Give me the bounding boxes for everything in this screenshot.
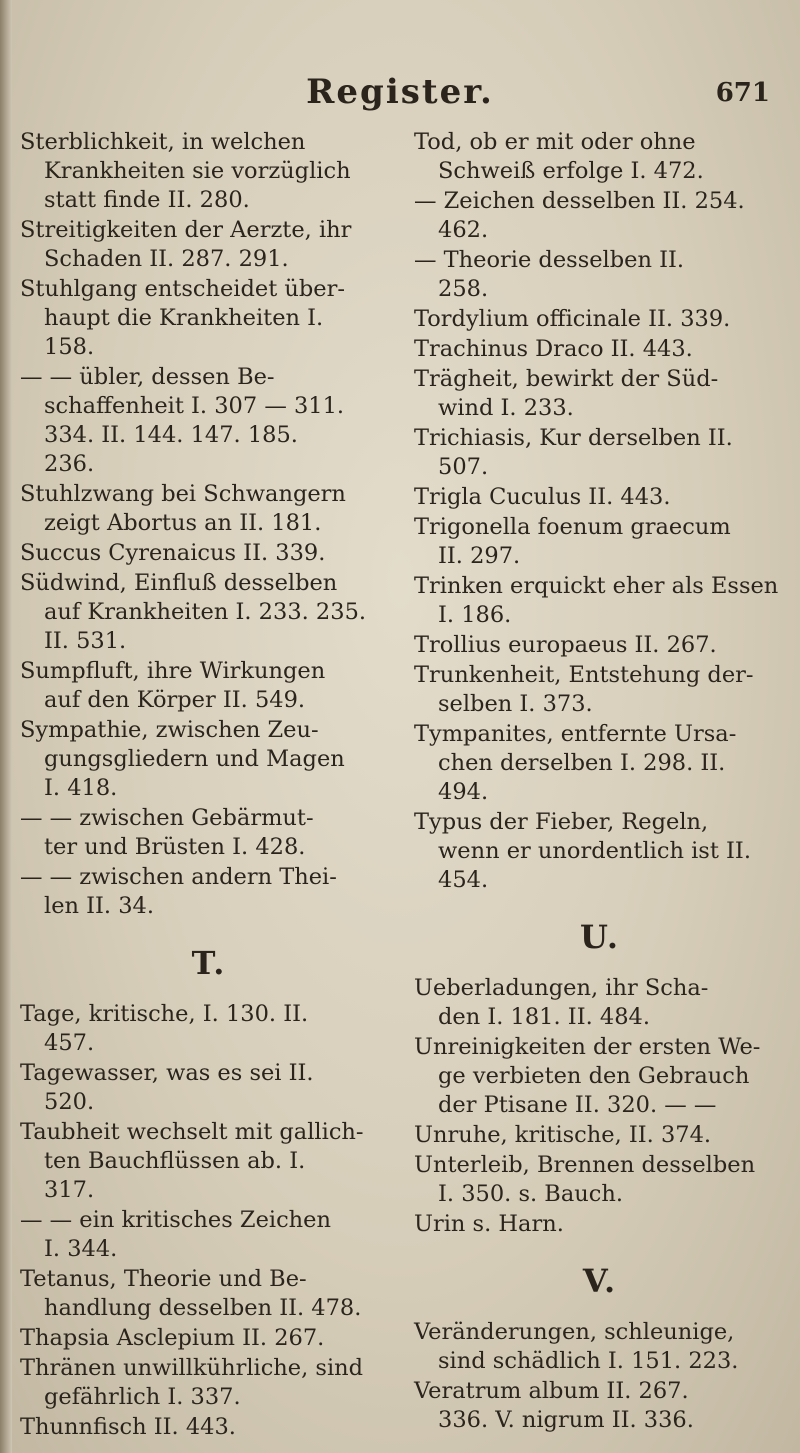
entry-continuation-line: I. 350. s. Bauch.: [438, 1181, 623, 1207]
register-entry: [414, 1121, 786, 1150]
entry-continuation-line: sind schädlich I. 151. 223.: [438, 1348, 739, 1374]
entry-continuation-line: chen derselben I. 298. II.: [438, 750, 726, 776]
entry-continuation-line: I. 418.: [44, 775, 118, 801]
letter-heading-u: U.: [579, 918, 621, 956]
entry-continuation-line: wind I. 233.: [438, 395, 574, 421]
register-entry: [20, 863, 398, 921]
register-entry: [20, 1413, 398, 1442]
section-v-entries: [414, 1318, 786, 1435]
letter-heading-v: V.: [582, 1262, 618, 1300]
entry-continuation-line: 494.: [438, 779, 489, 805]
entry-headword-line: — Zeichen desselben II. 254.: [414, 188, 745, 214]
entry-continuation-line: Schweiß erfolge I. 472.: [438, 158, 704, 184]
register-entry: [414, 661, 786, 719]
entry-continuation-line: den I. 181. II. 484.: [438, 1004, 650, 1030]
entry-continuation-line: 462.: [438, 217, 489, 243]
entry-headword-line: Typus der Fieber, Regeln,: [414, 809, 709, 835]
entry-headword-line: — — ein kritisches Zeichen: [20, 1207, 331, 1233]
entry-headword-line: Unreinigkeiten der ersten We-: [414, 1034, 761, 1060]
entry-headword-line: Trichiasis, Kur derselben II.: [414, 425, 733, 451]
register-entry: [414, 1210, 786, 1239]
entry-continuation-line: 520.: [44, 1089, 95, 1115]
entry-continuation-line: auf den Körper II. 549.: [44, 687, 306, 713]
register-entry: [20, 1354, 398, 1412]
entry-continuation-line: ter und Brüsten I. 428.: [44, 834, 306, 860]
entry-continuation-line: 334. II. 144. 147. 185.: [44, 422, 298, 448]
page-header: [0, 66, 800, 126]
register-entry: [20, 363, 398, 479]
entry-continuation-line: I. 344.: [44, 1236, 118, 1262]
entry-headword-line: Urin s. Harn.: [414, 1211, 564, 1237]
entry-headword-line: Tympanites, entfernte Ursa-: [414, 721, 737, 747]
entry-continuation-line: len II. 34.: [44, 893, 155, 919]
entry-headword-line: Ueberladungen, ihr Scha-: [414, 975, 709, 1001]
entry-continuation-line: wenn er unordentlich ist II.: [438, 838, 751, 864]
register-entry: [414, 1377, 786, 1435]
entry-headword-line: Unruhe, kritische, II. 374.: [414, 1122, 712, 1148]
entry-continuation-line: ten Bauchflüssen ab. I.: [44, 1148, 306, 1174]
entry-continuation-line: gefährlich I. 337.: [44, 1384, 241, 1410]
entry-headword-line: Tordylium officinale II. 339.: [414, 306, 731, 332]
register-entry: [414, 305, 786, 334]
entry-continuation-line: 336. V. nigrum II. 336.: [438, 1407, 694, 1433]
entry-continuation-line: Schaden II. 287. 291.: [44, 246, 289, 272]
entry-headword-line: Succus Cyrenaicus II. 339.: [20, 540, 326, 566]
entry-headword-line: Streitigkeiten der Aerzte, ihr: [20, 217, 352, 243]
entry-headword-line: Trinken erquickt eher als Essen: [414, 573, 779, 599]
right-column: [414, 128, 786, 1436]
entry-continuation-line: ge verbieten den Gebrauch: [438, 1063, 750, 1089]
entry-continuation-line: II. 531.: [44, 628, 127, 654]
section-t-entries: [20, 1000, 398, 1442]
entry-continuation-line: II. 297.: [438, 543, 521, 569]
register-entry: [20, 1118, 398, 1205]
entry-continuation-line: 258.: [438, 276, 489, 302]
entry-headword-line: Thränen unwillkührliche, sind: [20, 1355, 364, 1381]
entry-continuation-line: Krankheiten sie vorzüglich: [44, 158, 351, 184]
entry-headword-line: Südwind, Einfluß desselben: [20, 570, 338, 596]
register-entry: [20, 539, 398, 568]
entry-headword-line: Trigla Cuculus II. 443.: [414, 484, 671, 510]
register-entry: [414, 513, 786, 571]
entry-headword-line: Trollius europaeus II. 267.: [414, 632, 717, 658]
register-entry: [20, 216, 398, 274]
register-entry: [414, 246, 786, 304]
register-entry: [20, 1206, 398, 1264]
entry-headword-line: Trunkenheit, Entstehung der-: [414, 662, 754, 688]
entry-headword-line: Sympathie, zwischen Zeu-: [20, 717, 319, 743]
register-entry: [20, 569, 398, 656]
entry-headword-line: — Theorie desselben II.: [414, 247, 685, 273]
entry-headword-line: Veränderungen, schleunige,: [414, 1319, 735, 1345]
entry-headword-line: Veratrum album II. 267.: [414, 1378, 689, 1404]
entry-headword-line: — — zwischen andern Thei-: [20, 864, 337, 890]
entry-headword-line: Trigonella foenum graecum: [414, 514, 731, 540]
register-entry: [20, 1000, 398, 1058]
entry-headword-line: Sumpfluft, ihre Wirkungen: [20, 658, 326, 684]
register-entry: [20, 716, 398, 803]
left-column: [20, 128, 398, 1443]
entry-continuation-line: zeigt Abortus an II. 181.: [44, 510, 322, 536]
section-s-entries: [20, 128, 398, 921]
page-title: Register.: [306, 72, 494, 112]
register-entry: [20, 480, 398, 538]
entry-headword-line: Tetanus, Theorie und Be-: [20, 1266, 307, 1292]
register-entry: [414, 974, 786, 1032]
register-entry: [414, 1033, 786, 1120]
entry-continuation-line: statt finde II. 280.: [44, 187, 250, 213]
register-entry: [20, 1265, 398, 1323]
entry-continuation-line: 317.: [44, 1177, 95, 1203]
entry-headword-line: Thapsia Asclepium II. 267.: [20, 1325, 325, 1351]
entry-continuation-line: der Ptisane II. 320. — —: [438, 1092, 717, 1118]
register-entry: [414, 187, 786, 245]
entry-continuation-line: handlung desselben II. 478.: [44, 1295, 362, 1321]
register-entry: [414, 1151, 786, 1209]
register-entry: [414, 572, 786, 630]
register-entry: [20, 128, 398, 215]
entry-headword-line: Trägheit, bewirkt der Süd-: [414, 366, 719, 392]
register-entry: [20, 1059, 398, 1117]
entry-continuation-line: gungsgliedern und Magen: [44, 746, 345, 772]
entry-continuation-line: 507.: [438, 454, 489, 480]
section-u-entries: [414, 974, 786, 1239]
entry-headword-line: Tage, kritische, I. 130. II.: [20, 1001, 309, 1027]
entry-headword-line: Tod, ob er mit oder ohne: [414, 129, 696, 155]
entry-headword-line: Tagewasser, was es sei II.: [20, 1060, 314, 1086]
entry-continuation-line: I. 186.: [438, 602, 512, 628]
entry-headword-line: Trachinus Draco II. 443.: [414, 336, 693, 362]
section-t-continued-entries: [414, 128, 786, 895]
entry-continuation-line: 454.: [438, 867, 489, 893]
entry-continuation-line: schaffenheit I. 307 — 311.: [44, 393, 345, 419]
register-entry: [414, 365, 786, 423]
entry-continuation-line: auf Krankheiten I. 233. 235.: [44, 599, 367, 625]
entry-continuation-line: 236.: [44, 451, 95, 477]
register-entry: [414, 720, 786, 807]
entry-continuation-line: 457.: [44, 1030, 95, 1056]
entry-headword-line: Stuhlzwang bei Schwangern: [20, 481, 346, 507]
entry-headword-line: Thunnfisch II. 443.: [20, 1414, 236, 1440]
entry-headword-line: Taubheit wechselt mit gallich-: [20, 1119, 364, 1145]
entry-continuation-line: selben I. 373.: [438, 691, 593, 717]
register-entry: [414, 128, 786, 186]
entry-headword-line: Sterblichkeit, in welchen: [20, 129, 306, 155]
register-entry: [414, 1318, 786, 1376]
register-entry: [414, 808, 786, 895]
book-binding-shadow: [0, 0, 12, 1453]
letter-heading-t: T.: [191, 944, 227, 982]
register-entry: [414, 335, 786, 364]
page-number: 671: [715, 78, 770, 108]
entry-continuation-line: haupt die Krankheiten I.: [44, 305, 324, 331]
entry-headword-line: Unterleib, Brennen desselben: [414, 1152, 756, 1178]
entry-continuation-line: 158.: [44, 334, 95, 360]
register-entry: [414, 424, 786, 482]
register-entry: [414, 631, 786, 660]
register-entry: [20, 657, 398, 715]
entry-headword-line: — — übler, dessen Be-: [20, 364, 275, 390]
register-entry: [414, 483, 786, 512]
entry-headword-line: — — zwischen Gebärmut-: [20, 805, 314, 831]
entry-headword-line: Stuhlgang entscheidet über-: [20, 276, 345, 302]
register-entry: [20, 804, 398, 862]
register-entry: [20, 1324, 398, 1353]
register-entry: [20, 275, 398, 362]
